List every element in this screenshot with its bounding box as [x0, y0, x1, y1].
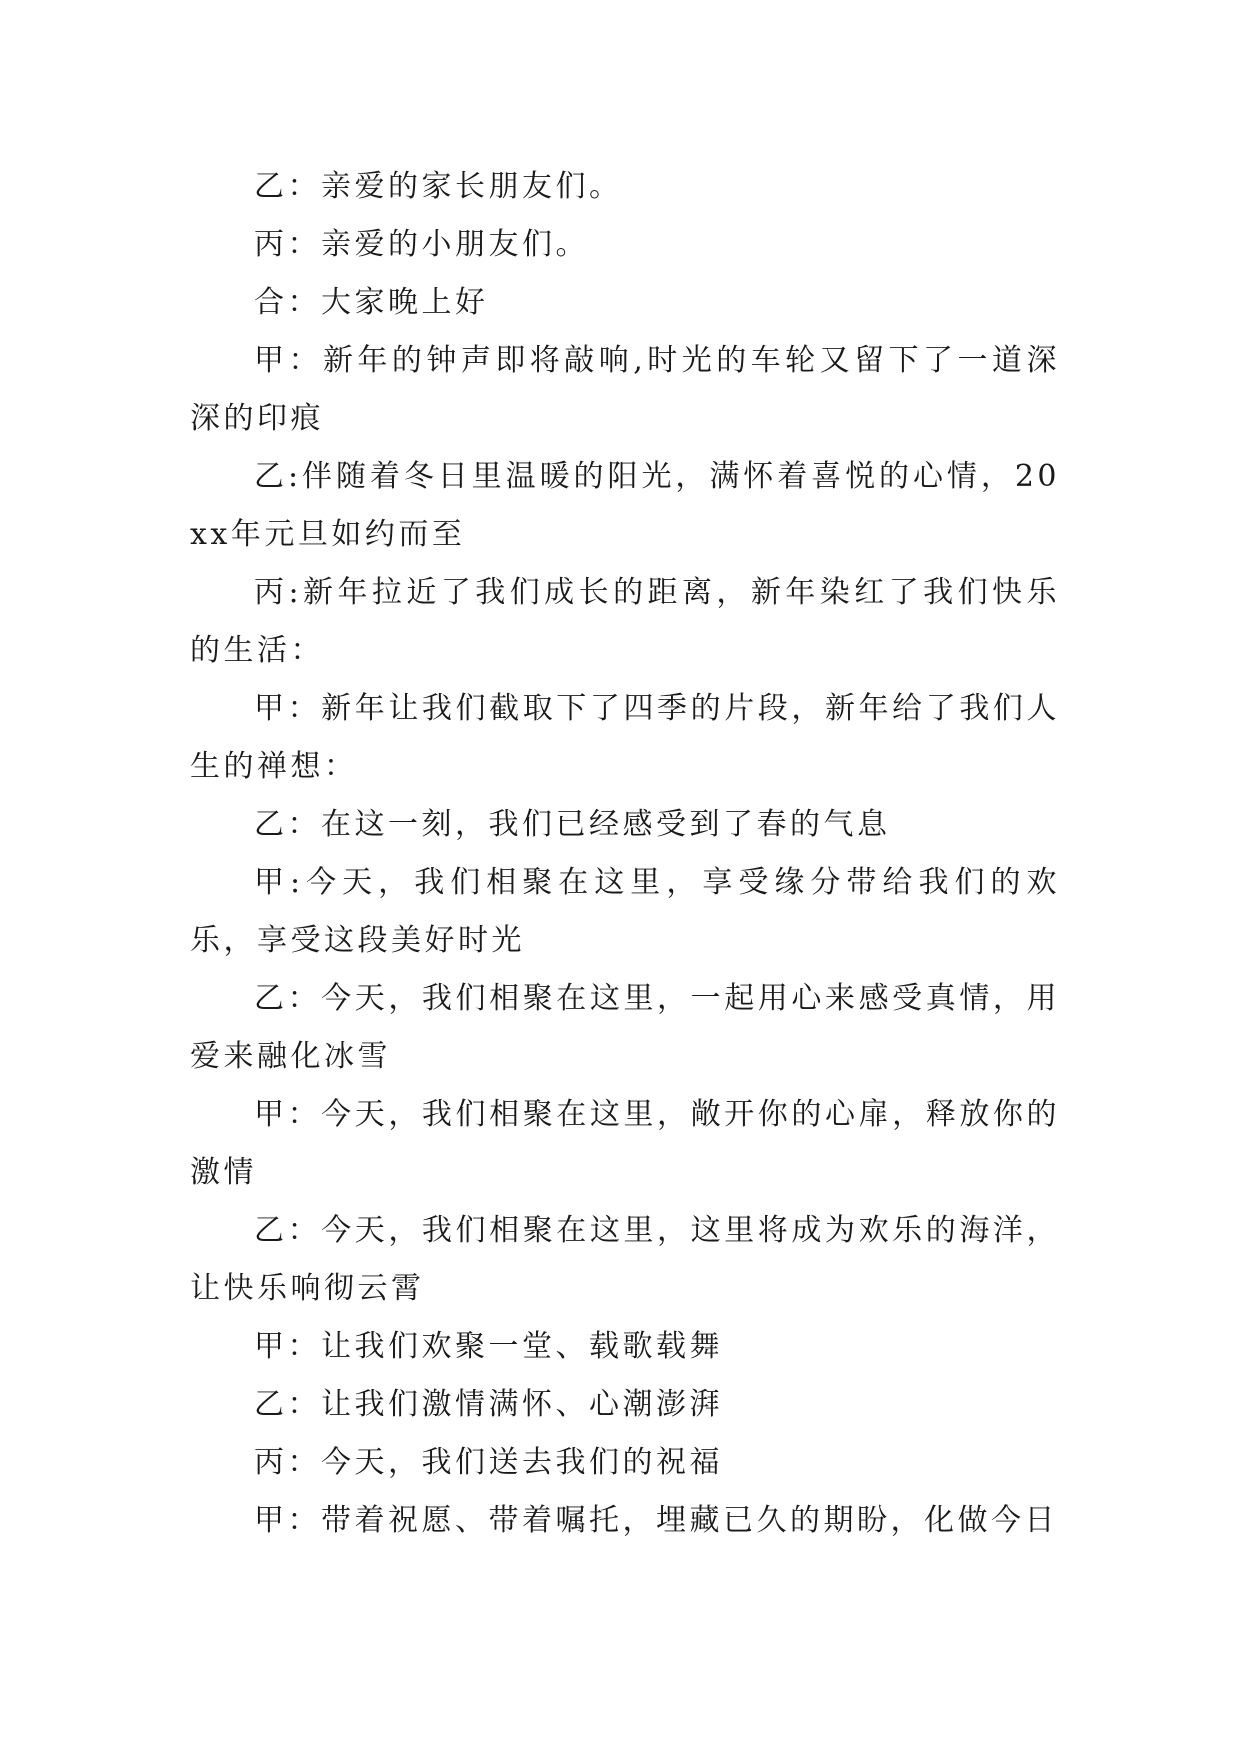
- paragraph: 甲：新年让我们截取下了四季的片段，新年给了我们人生的禅想：: [190, 691, 1060, 784]
- document-body: [190, 158, 1060, 1550]
- paragraph: 乙:伴随着冬日里温暖的阳光，满怀着喜悦的心情，20xx年元旦如约而至: [190, 459, 1060, 552]
- paragraph: 甲：带着祝愿、带着嘱托，埋藏已久的期盼，化做今日: [254, 1503, 1058, 1538]
- paragraph: 丙：亲爱的小朋友们。: [254, 227, 589, 262]
- paragraph: 乙：在这一刻，我们已经感受到了春的气息: [254, 807, 891, 842]
- paragraph: 甲:今天，我们相聚在这里，享受缘分带给我们的欢乐，享受这段美好时光: [190, 865, 1060, 958]
- paragraph: 甲：新年的钟声即将敲响,时光的车轮又留下了一道深深的印痕: [190, 343, 1060, 436]
- paragraph: 乙：让我们激情满怀、心潮澎湃: [254, 1387, 723, 1422]
- paragraph: 甲：今天，我们相聚在这里，敞开你的心扉，释放你的激情: [190, 1097, 1060, 1190]
- paragraph: 乙：今天，我们相聚在这里，一起用心来感受真情，用爱来融化冰雪: [190, 981, 1060, 1074]
- paragraph: 丙:新年拉近了我们成长的距离，新年染红了我们快乐的生活：: [190, 575, 1060, 668]
- paragraph: 乙：亲爱的家长朋友们。: [254, 169, 623, 204]
- paragraph: 乙：今天，我们相聚在这里，这里将成为欢乐的海洋，让快乐响彻云霄: [190, 1213, 1060, 1306]
- paragraph: 甲：让我们欢聚一堂、载歌载舞: [254, 1329, 723, 1364]
- paragraph: 合：大家晚上好: [254, 285, 489, 320]
- paragraph: 丙：今天，我们送去我们的祝福: [254, 1445, 723, 1480]
